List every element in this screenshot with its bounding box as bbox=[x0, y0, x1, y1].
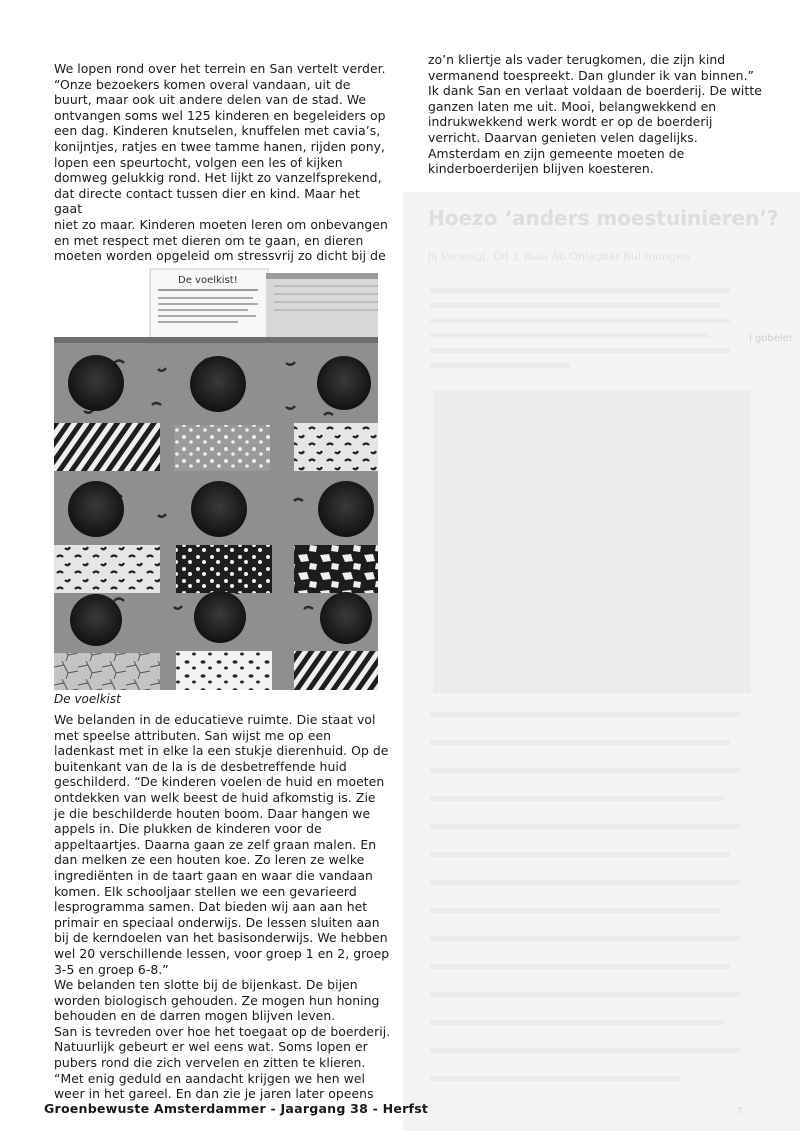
sign-text: De voelkist! bbox=[178, 275, 238, 286]
bleed-through-line bbox=[430, 363, 570, 368]
bleed-through-subtitle: Jij Vervolgt, Dit 1 Bulu Ab Onlagbar Bul mongen bbox=[428, 250, 690, 263]
article-column-left-bottom: We belanden in de educatieve ruimte. Die staat vol met speelse attributen. San wijst me op een ladenkast met in elke la een stukje dierenhuid. Op de buitenkant van de la is de desbetreffende huid geschilderd. “De kinderen voelen de huid en moeten ontdekken van welk beest de huid afkomstig is. Zie je die beschilderde houten boom. Daar hangen we appels in. Die plukken de kinderen voor de appeltaartjes. Daarna gaan ze zelf graan malen. En dan melken ze een houten koe. Zo leren ze welke ingrediënten in de taart gaan en waar die vandaan komen. Elk schooljaar stellen we een gevarieerd lesprogramma samen. Dat bieden wij aan aan het primair en speciaal onderwijs. De lessen sluiten aan bij de kerndoelen van het basisonderwijs. We hebben wel 20 verschillende lessen, voor groep 1 en 2, groep 3-5 en groep 6-8.” We belanden ten slotte bij de bijenkast. De bijen worden biologisch gehouden. Ze mogen hun honing behouden en de darren mogen blijven leven. San is tevreden over hoe het toegaat op de boerderij. Natuurlijk gebeurt er wel eens wat. Soms lopen er pubers rond die zich vervelen en zitten te klieren. “Met enig geduld en aandacht krijgen we hen wel weer in het gareel. En dan zie je jaren later opeens bbox=[54, 712, 391, 1102]
bleed-through-line bbox=[430, 852, 730, 857]
bleed-through-line bbox=[430, 796, 725, 801]
bleed-through-line bbox=[430, 303, 720, 308]
bleed-through-page-number: 7 bbox=[736, 1106, 743, 1117]
bleed-through-photo bbox=[433, 390, 751, 693]
bleed-through-heading: Hoezo ‘anders moestuinieren’? bbox=[428, 206, 779, 230]
bleed-through-line bbox=[430, 1048, 740, 1053]
bleed-through-line bbox=[430, 936, 740, 941]
bleed-through-line bbox=[430, 318, 730, 323]
bleed-through-line bbox=[430, 908, 720, 913]
bleed-through-line bbox=[430, 768, 740, 773]
bleed-through-line bbox=[430, 288, 730, 293]
article-column-left-top: We lopen rond over het terrein en San vertelt verder. “Onze bezoekers komen overal vandaan, uit de buurt, maar ook uit andere delen van de stad. We ontvangen soms wel 125 kinderen en begeleiders op een dag. Kinderen knutselen, knuffelen met cavia’s, konijntjes, ratjes en twee tamme hanen, rijden pony, lopen een speurtocht, volgen een les of kijken domweg gelukkig rond. Het lijkt zo vanzelfsprekend, dat directe contact tussen dier en kind. Maar het gaat niet zo maar. Kinderen moeten leren om onbevangen en met respect met dieren om te gaan, en dieren moeten worden opgeleid om stressvrij zo dicht bij de bbox=[54, 61, 388, 264]
bleed-through-line bbox=[430, 1020, 725, 1025]
bleed-through-line bbox=[430, 712, 740, 717]
photo-caption: De voelkist bbox=[54, 692, 121, 706]
page-footer: Groenbewuste Amsterdammer - Jaargang 38 - Herfst bbox=[44, 1101, 429, 1116]
bleed-through-line bbox=[430, 348, 730, 353]
bleed-through-line bbox=[430, 992, 740, 997]
bleed-through-line bbox=[430, 824, 740, 829]
bleed-through-line bbox=[430, 1076, 680, 1081]
bleed-through-side-text: l gobeler bbox=[749, 333, 793, 344]
bleed-through-line bbox=[430, 964, 730, 969]
bleed-through-line bbox=[430, 740, 730, 745]
bleed-through-line bbox=[430, 880, 740, 885]
bleed-through-line bbox=[430, 333, 710, 338]
voelkist-photo bbox=[54, 265, 378, 690]
article-column-right-top: zo’n kliertje als vader terugkomen, die zijn kind vermanend toespreekt. Dan glunder ik van binnen.” Ik dank San en verlaat voldaan de boerderij. De witte ganzen laten me uit. Mooi, belangwekkend en indrukwekkend werk wordt er op de boerderij verricht. Daarvan genieten velen dagelijks. Amsterdam en zijn gemeente moeten de kinderboerderijen blijven koesteren. bbox=[428, 52, 762, 177]
